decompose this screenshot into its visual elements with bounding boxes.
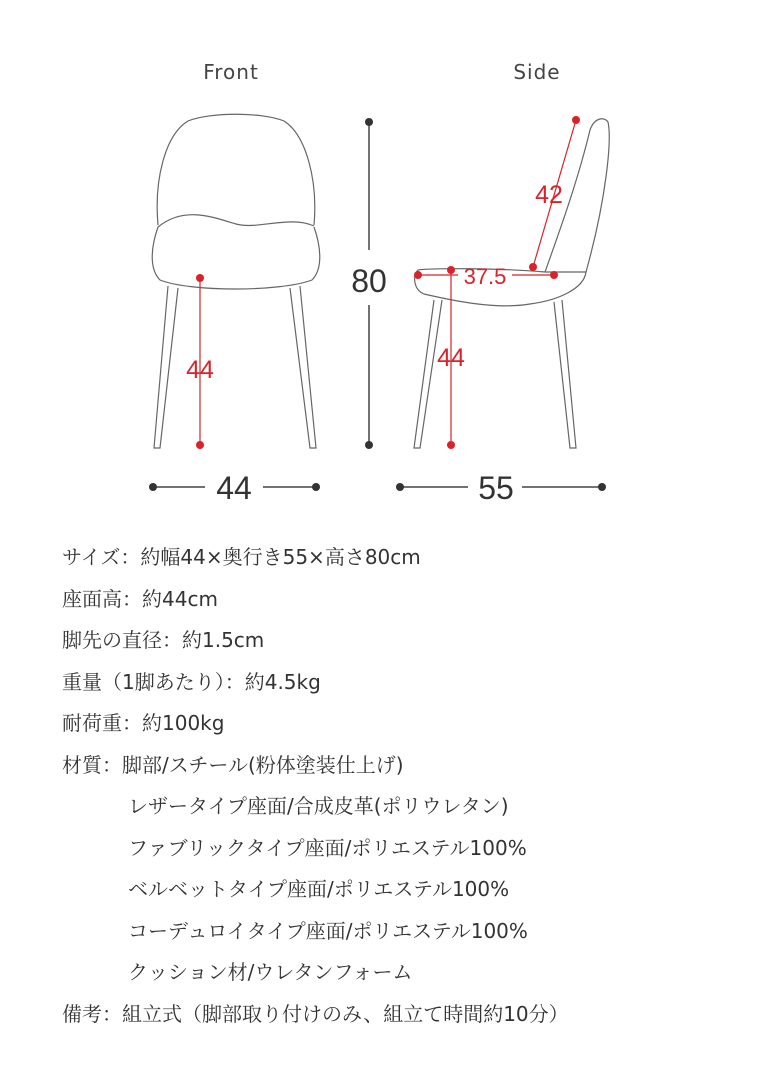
spec-material-fabric: ファブリックタイプ座面/ポリエステル100% (128, 835, 527, 860)
spec-load-capacity: 耐荷重：約100kg (62, 711, 225, 735)
spec-weight: 重量（1脚あたり）：約4.5kg (62, 669, 321, 694)
front-seat-height-dimension (186, 274, 214, 449)
chair-dimension-diagram (0, 0, 767, 520)
spec-material: 材質：脚部/スチール(粉体塗装仕上げ) (62, 752, 404, 777)
side-seat-depth-value: 37.5 (463, 264, 507, 289)
spec-notes: 備考：組立式（脚部取り付けのみ、組立て時間約10分） (62, 1001, 569, 1026)
front-chair-drawing (152, 114, 320, 448)
front-width-dimension (149, 470, 320, 506)
spec-material-leather: レザータイプ座面/合成皮革(ポリウレタン) (128, 794, 509, 818)
side-seat-height-value: 44 (437, 344, 465, 372)
side-back-height-value: 42 (535, 181, 563, 209)
specifications-list (62, 537, 752, 1035)
total-height-value: 80 (351, 263, 387, 299)
side-seat-height-dimension (437, 266, 465, 449)
front-width-value: 44 (216, 470, 252, 506)
front-view-label: Front (203, 60, 259, 84)
total-height-dimension (351, 118, 387, 449)
side-depth-dimension (396, 470, 606, 506)
spec-material-velvet: ベルベットタイプ座面/ポリエステル100% (128, 877, 510, 901)
side-chair-drawing (414, 119, 609, 448)
spec-material-cushion: クッション材/ウレタンフォーム (128, 960, 413, 984)
side-view-label: Side (513, 60, 561, 84)
spec-leg-diameter: 脚先の直径：約1.5cm (62, 628, 265, 652)
spec-material-corduroy: コーデュロイタイプ座面/ポリエステル100% (128, 918, 528, 943)
spec-seat-height: 座面高：約44cm (62, 586, 218, 611)
side-depth-value: 55 (478, 470, 514, 506)
spec-size: サイズ：約幅44×奥行き55×高さ80cm (62, 545, 421, 569)
front-seat-height-value: 44 (186, 356, 214, 384)
